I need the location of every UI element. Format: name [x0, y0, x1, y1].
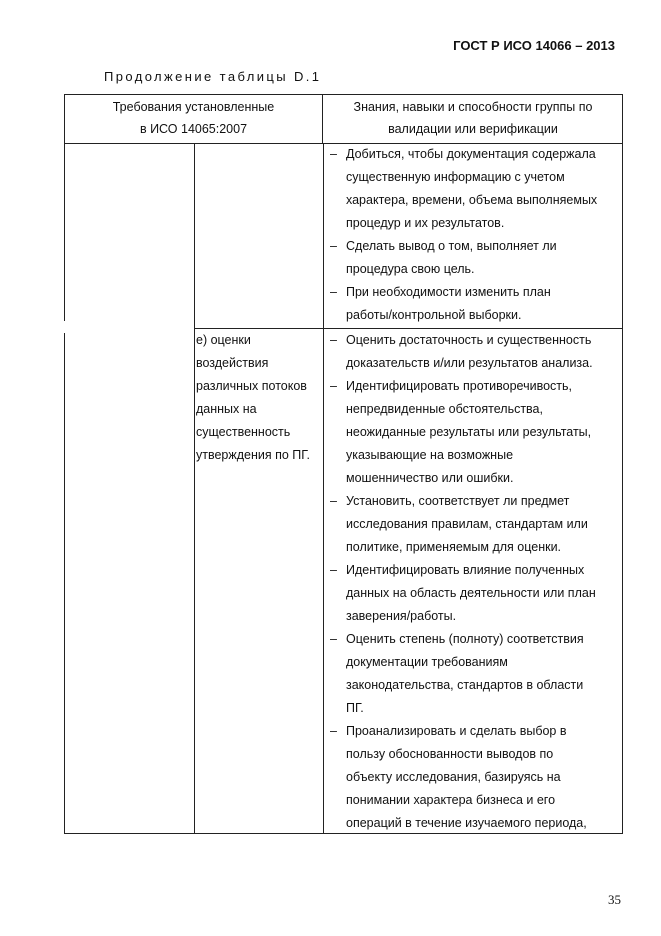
- column-divider: [323, 143, 324, 833]
- header-line: валидации или верификации: [388, 122, 558, 136]
- list-item: [327, 235, 621, 281]
- header-competencies: [324, 95, 622, 143]
- label-line: существенность: [196, 425, 291, 439]
- item-line: политике, применяемым для оценки.: [346, 540, 562, 554]
- item-line: исследования правилам, стандартам или: [346, 517, 588, 531]
- item-line: мошенничество или ошибки.: [346, 471, 514, 485]
- standard-id: ГОСТ Р ИСО 14066 – 2013: [453, 38, 615, 53]
- item-line: неожиданные результаты или результаты,: [346, 425, 592, 439]
- list-item: [327, 628, 621, 720]
- item-line: указывающие на возможные: [346, 448, 514, 462]
- item-line: Оценить степень (полноту) соответствия: [346, 632, 584, 646]
- item-line: При необходимости изменить план: [346, 285, 551, 299]
- requirements-table: [64, 94, 623, 834]
- dash-marker: –: [330, 379, 337, 393]
- item-line: Идентифицировать противоречивость,: [346, 379, 572, 393]
- list-item: [327, 720, 621, 835]
- item-line: Идентифицировать влияние полученных: [346, 563, 585, 577]
- dash-marker: –: [330, 494, 337, 508]
- list-item: [327, 375, 621, 490]
- label-line: различных потоков: [196, 379, 307, 393]
- item-line: ПГ.: [346, 701, 364, 715]
- border-gap: [63, 321, 67, 333]
- item-line: процедура свою цель.: [346, 262, 475, 276]
- requirement-e-label: [196, 329, 322, 467]
- list-item: [327, 490, 621, 559]
- item-line: заверения/работы.: [346, 609, 457, 623]
- list-item: [327, 329, 621, 375]
- item-line: Сделать вывод о том, выполняет ли: [346, 239, 557, 253]
- competency-list-2: [327, 329, 621, 835]
- dash-marker: –: [330, 563, 337, 577]
- list-item: [327, 559, 621, 628]
- table-header-row: [65, 95, 622, 144]
- item-line: Добиться, чтобы документация содержала: [346, 147, 596, 161]
- dash-marker: –: [330, 724, 337, 738]
- item-line: Оценить достаточность и существенность: [346, 333, 592, 347]
- table-continuation-caption: Продолжение таблицы D.1: [104, 69, 322, 84]
- item-line: существенную информацию с учетом: [346, 170, 565, 184]
- column-divider: [194, 143, 195, 833]
- item-line: процедур и их результатов.: [346, 216, 505, 230]
- item-line: понимании характера бизнеса и его: [346, 793, 556, 807]
- list-item: [327, 281, 621, 327]
- header-line: в ИСО 14065:2007: [139, 122, 248, 136]
- header-requirements: [65, 95, 323, 143]
- dash-marker: –: [330, 632, 337, 646]
- item-line: данных на область деятельности или план: [346, 586, 596, 600]
- dash-marker: –: [330, 147, 337, 161]
- page-number: 35: [608, 892, 621, 907]
- label-line: е) оценки: [196, 333, 251, 347]
- item-line: операций в течение изучаемого периода,: [346, 816, 587, 830]
- dash-marker: –: [330, 333, 337, 347]
- item-line: характера, времени, объема выполняемых: [346, 193, 598, 207]
- item-line: законодательства, стандартов в области: [346, 678, 584, 692]
- label-line: утверждения по ПГ.: [196, 448, 311, 462]
- label-line: данных на: [196, 402, 257, 416]
- item-line: работы/контрольной выборки.: [346, 308, 522, 322]
- competency-list-1: [327, 143, 621, 327]
- label-line: воздействия: [196, 356, 269, 370]
- dash-marker: –: [330, 285, 337, 299]
- item-line: пользу обоснованности выводов по: [346, 747, 554, 761]
- header-line: Требования установленные: [112, 100, 275, 114]
- item-line: документации требованиям: [346, 655, 508, 669]
- item-line: Установить, соответствует ли предмет: [346, 494, 570, 508]
- dash-marker: –: [330, 239, 337, 253]
- item-line: Проанализировать и сделать выбор в: [346, 724, 567, 738]
- item-line: объекту исследования, базируясь на: [346, 770, 561, 784]
- item-line: доказательств и/или результатов анализа.: [346, 356, 593, 370]
- header-line: Знания, навыки и способности группы по: [353, 100, 593, 114]
- list-item: [327, 143, 621, 235]
- item-line: непредвиденные обстоятельства,: [346, 402, 543, 416]
